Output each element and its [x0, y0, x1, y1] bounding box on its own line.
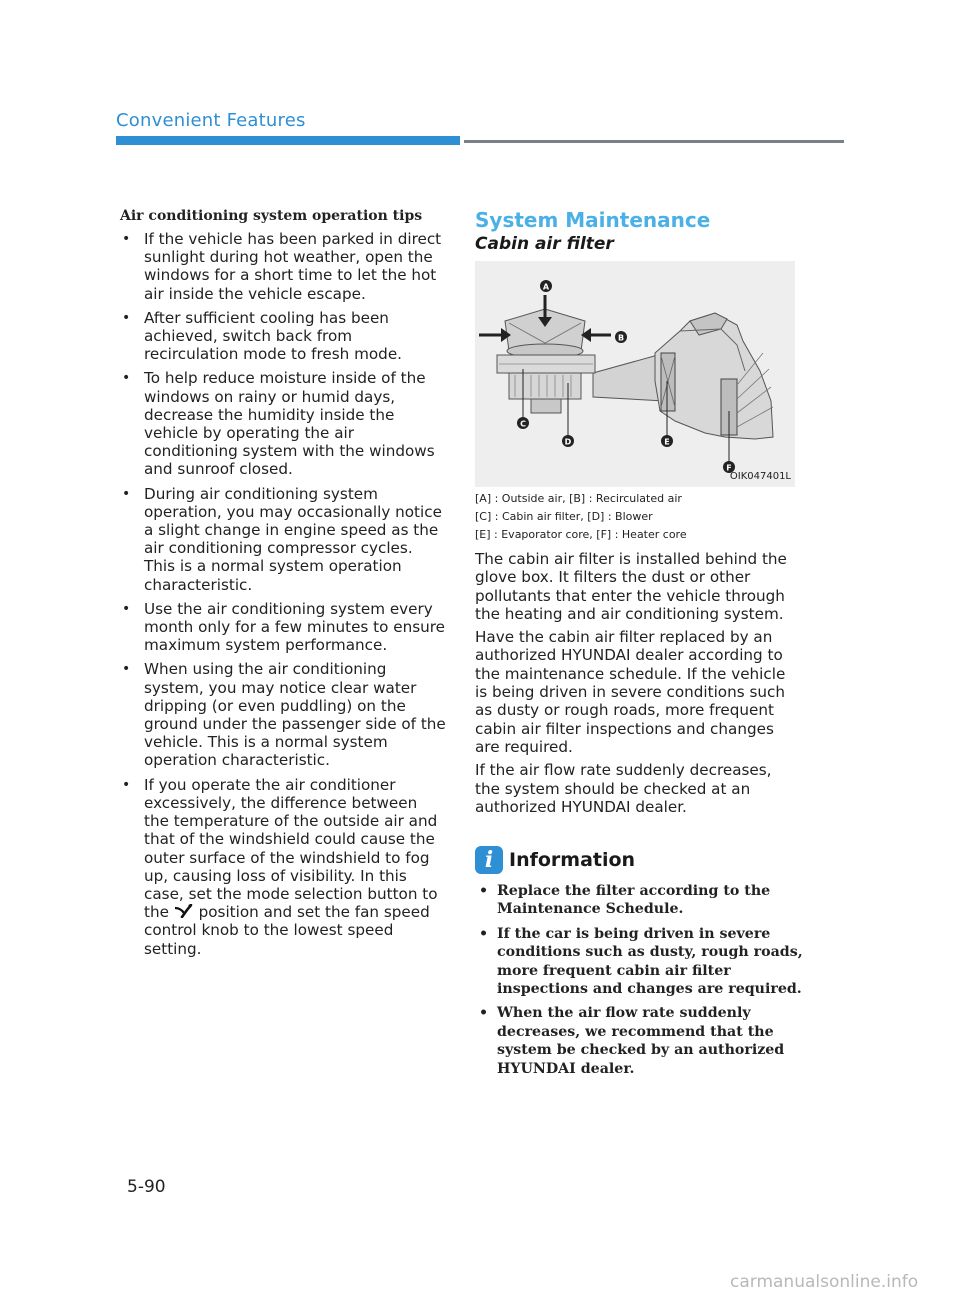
section-title: Convenient Features: [116, 110, 306, 131]
information-label: Information: [509, 849, 636, 871]
label-e-marker: [661, 435, 673, 447]
information-header: [475, 844, 805, 876]
label-b-marker: [615, 331, 627, 343]
paragraph: Have the cabin air filter replaced by an authorized HYUNDAI dealer according to the maintenance schedule. If the vehicle is being driven in severe conditions such as dusty or rough roads, more frequent cabin air filter inspections and changes are required.: [475, 628, 786, 756]
tip-item: • When using the air conditioning system, you may notice clear water dripping (or even puddling) on the ground under the passenger side of the vehicle. This is a normal system operation characteristic.: [116, 660, 446, 769]
tips-heading: Air conditioning system operation tips: [120, 208, 423, 224]
label-b: B: [617, 333, 625, 343]
tip-text-part2: position and set the fan speed control knob to the lowest speed setting.: [144, 903, 430, 958]
info-item: • Replace the filter according to the Maintenance Schedule.: [475, 882, 805, 919]
figure-caption: [475, 490, 805, 544]
info-item: • If the car is being driven in severe conditions such as dusty, rough roads, more frequent cabin air filter inspections and changes are required.: [475, 925, 805, 999]
label-d-marker: [562, 435, 574, 447]
tip-item: • After sufficient cooling has been achieved, switch back from recirculation mode to fresh mode.: [116, 309, 446, 364]
hvac-diagram: [475, 261, 795, 487]
label-d: D: [564, 437, 572, 447]
paragraph: The cabin air filter is installed behind the glove box. It filters the dust or other pollutants that enter the vehicle through the heating and air conditioning system.: [475, 550, 787, 623]
cabin-air-filter-title: Cabin air filter: [475, 234, 614, 254]
cabin-filter-description: [475, 550, 797, 821]
tip-text-part1: If you operate the air conditioner excessively, the difference between the temperature of the outside air and that of the windshield could cause the outer surface of the windshield to fog up, causing loss of visibility. In this case, set the mode selection button to the: [144, 775, 438, 922]
tips-list: [116, 230, 446, 958]
site-watermark: carmanualsonline.info: [730, 1272, 919, 1292]
label-e: E: [664, 437, 670, 447]
label-c-marker: [517, 417, 529, 429]
label-a-marker: [540, 280, 552, 292]
caption-line: [C] : Cabin air filter, [D] : Blower: [475, 510, 653, 523]
label-f: F: [726, 463, 732, 473]
tip-item-defog: [116, 776, 446, 958]
right-column-header: [475, 208, 805, 254]
tip-item: • During air conditioning system operation, you may occasionally notice a slight change in engine speed as the air conditioning compressor cycles. This is a normal system operation characteristic.: [116, 485, 446, 594]
header-rule: [464, 140, 844, 143]
information-box: [475, 844, 805, 1084]
hvac-illustration: [475, 261, 795, 487]
page-number: 5-90: [127, 1177, 166, 1197]
information-list: [475, 882, 805, 1078]
tip-item: • To help reduce moisture inside of the windows on rainy or humid days, decrease the humidity inside the vehicle by operating the air conditioning system with the windows and sunroof closed.: [116, 369, 446, 478]
figure-code: OIK047401L: [729, 471, 791, 482]
tip-item: • If the vehicle has been parked in direct sunlight during hot weather, open the windows for a short time to let the hot air inside the vehicle escape.: [116, 230, 446, 303]
system-maintenance-title: System Maintenance: [475, 208, 711, 232]
tip-item: • Use the air conditioning system every month only for a few minutes to ensure maximum system performance.: [116, 600, 446, 655]
header-rule-accent: [116, 136, 460, 145]
defrost-mode-icon: [174, 904, 194, 918]
left-column: [116, 208, 446, 964]
caption-line: [A] : Outside air, [B] : Recirculated air: [475, 492, 682, 505]
label-c: C: [520, 419, 526, 429]
paragraph: If the air flow rate suddenly decreases, the system should be checked at an authorized HYUNDAI dealer.: [475, 761, 772, 816]
info-item: • When the air flow rate suddenly decreases, we recommend that the system be checked by an authorized HYUNDAI dealer.: [475, 1004, 805, 1078]
label-a: A: [542, 282, 550, 292]
caption-line: [E] : Evaporator core, [F] : Heater core: [475, 528, 687, 541]
info-icon: i: [475, 846, 503, 874]
